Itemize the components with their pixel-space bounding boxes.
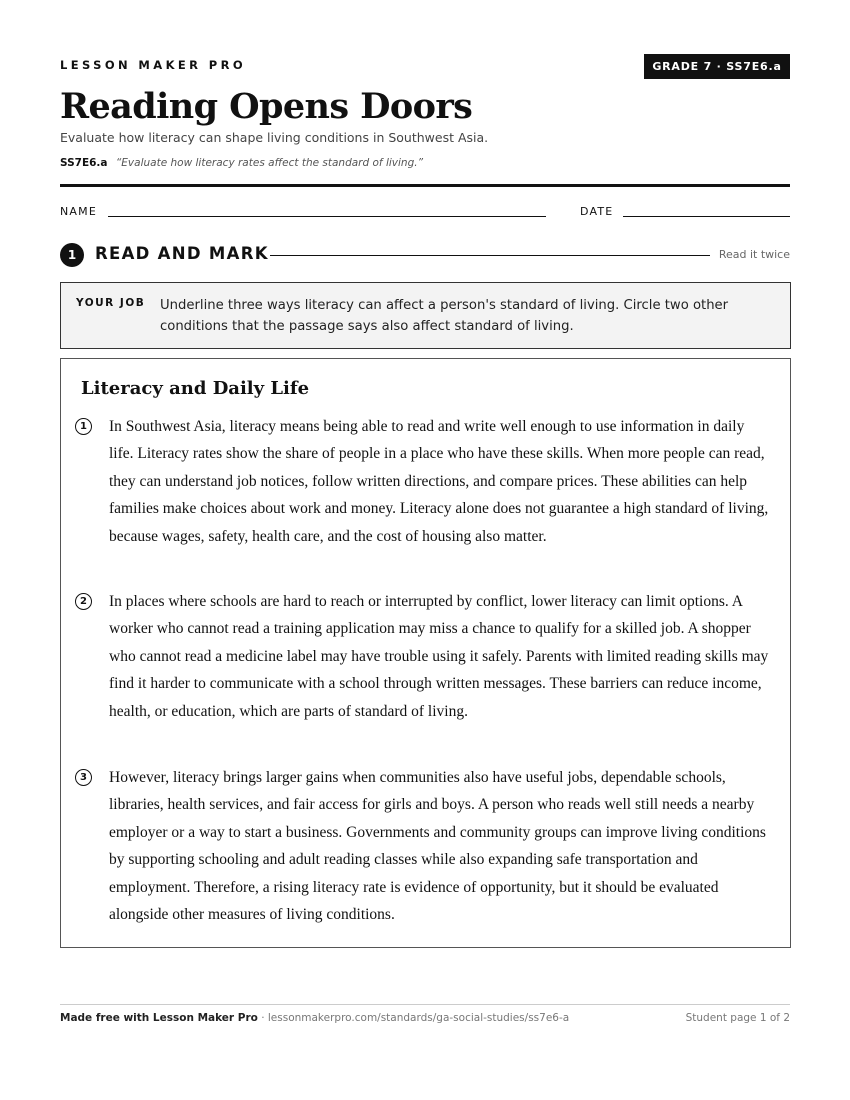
footer-credit: [60, 1012, 569, 1024]
section-note: Read it twice: [718, 248, 790, 261]
footer-brand: Made free with Lesson Maker Pro: [60, 1012, 258, 1024]
job-label: YOUR JOB: [76, 297, 146, 309]
page-subtitle: Evaluate how literacy can shape living conditions in Southwest Asia.: [60, 130, 489, 145]
paragraph-number-icon: 3: [75, 769, 92, 786]
step-number-badge: 1: [60, 243, 84, 267]
grade-badge: GRADE 7 · SS7E6.a: [644, 54, 790, 79]
paragraph-text: In places where schools are hard to reach or interrupted by conflict, lower literacy can limit options. A worker who cannot read a training application may miss a chance to qualify for a skilled job. A shopper who cannot read a medicine label may have trouble using it safely. Parents with limited reading skills may find it harder to communicate with a school through written messages. These barriers can reduce income, health, or education, which are parts of standard of living.: [109, 593, 769, 720]
section-title: READ AND MARK: [95, 244, 269, 263]
standard-quote: “Evaluate how literacy rates affect the standard of living.”: [115, 157, 424, 169]
job-text: Underline three ways literacy can affect a person's standard of living. Circle two other conditions that the passage says also affect standard of living.: [160, 298, 729, 334]
standard-line: [60, 157, 423, 169]
paragraph-text: However, literacy brings larger gains when communities also have useful jobs, dependable schools, libraries, health services, and fair access for girls and boys. A person who reads well still needs a nearby employer or a way to start a business. Governments and community groups can improve living conditions by supporting schooling and adult reading classes while also expanding safe transportation and employment. Therefore, a rising literacy rate is evidence of opportunity, but it should be evaluated alongside other measures of living conditions.: [109, 769, 766, 924]
paragraph-number-icon: 2: [75, 593, 92, 610]
name-label: NAME: [60, 205, 97, 218]
footer-url[interactable]: · lessonmakerpro.com/standards/ga-social-studies/ss7e6-a: [257, 1012, 570, 1024]
page-title: Reading Opens Doors: [60, 86, 473, 127]
job-instructions-box: [60, 282, 791, 349]
paragraph-text: In Southwest Asia, literacy means being able to read and write well enough to use information in daily life. Literacy rates show the share of people in a place who have these skills. When more people can read, they can understand job notices, follow written directions, and compare prices. These abilities can help families make choices about work and money. Literacy alone does not guarantee a high standard of living, because wages, safety, health care, and the cost of housing also matter.: [109, 418, 769, 545]
brand-name: LESSON MAKER PRO: [60, 58, 247, 72]
header-divider: [60, 184, 790, 187]
passage-title: Literacy and Daily Life: [81, 378, 310, 399]
standard-code: SS7E6.a: [60, 157, 108, 169]
reading-passage: [60, 358, 791, 948]
name-field[interactable]: [108, 216, 546, 217]
page-indicator: Student page 1 of 2: [685, 1012, 790, 1024]
date-field[interactable]: [623, 216, 790, 217]
paragraph-number-icon: 1: [75, 418, 92, 435]
footer-divider: [60, 1004, 790, 1005]
date-label: DATE: [580, 205, 614, 218]
section-divider: [270, 255, 710, 256]
